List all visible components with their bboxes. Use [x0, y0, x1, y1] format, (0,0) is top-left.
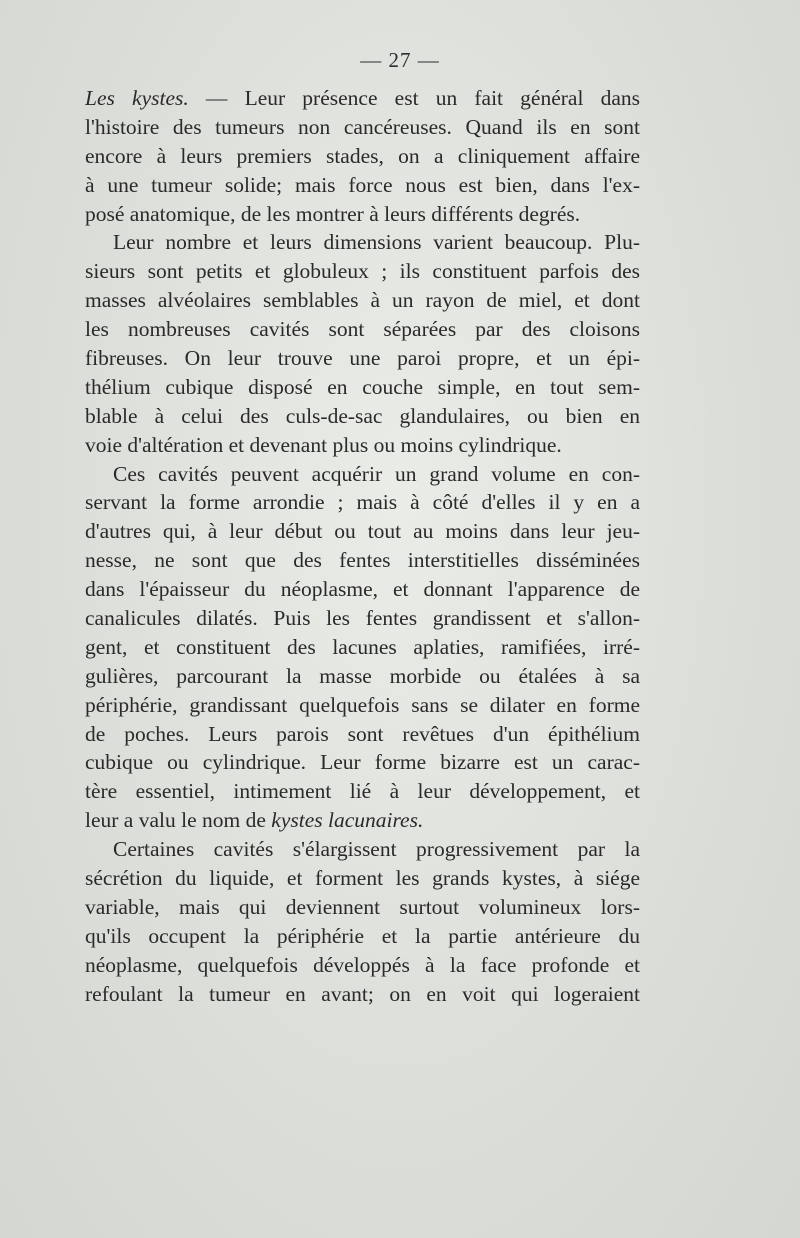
text-run: Leur nombre et leurs dimensions varient beaucoup. Plu-	[113, 230, 640, 255]
text-run: périphérie, grandissant quelquefois sans se dilater en forme	[85, 692, 640, 717]
text-line	[85, 662, 640, 691]
text-line	[85, 777, 640, 806]
text-line	[85, 257, 640, 286]
text-run: blable à celui des culs-de-sac glandulaires, ou bien en	[85, 403, 640, 428]
text-run: de poches. Leurs parois sont revêtues d'un épithélium	[85, 721, 640, 746]
text-run: — Leur présence est un fait général dans	[188, 86, 640, 110]
text-run: les nombreuses cavités sont séparées par des cloisons	[85, 317, 640, 342]
text-run: qu'ils occupent la périphérie et la partie antérieure du	[85, 923, 640, 948]
text-run: variable, mais qui deviennent surtout volumineux lors-	[85, 894, 640, 919]
text-line	[85, 517, 640, 546]
text-line	[85, 113, 640, 142]
text-line	[85, 748, 640, 777]
text-line	[85, 84, 640, 113]
text-run: dans l'épaisseur du néoplasme, et donnant l'apparence de	[85, 577, 640, 602]
text-run: sécrétion du liquide, et forment les grands kystes, à siége	[85, 866, 640, 891]
text-run: refoulant la tumeur en avant; on en voit qui logeraient	[85, 981, 640, 1006]
text-line	[85, 171, 640, 200]
text-run: néoplasme, quelquefois développés à la face profonde et	[85, 952, 640, 977]
text-line	[85, 431, 640, 460]
text-run: tère essentiel, intimement lié à leur développement, et	[85, 779, 640, 804]
text-line	[85, 951, 640, 980]
text-run: gent, et constituent des lacunes aplaties, ramifiées, irré-	[85, 634, 640, 659]
page-number: — 27 —	[360, 48, 440, 72]
text-line	[85, 488, 640, 517]
text-run: cubique ou cylindrique. Leur forme bizarre est un carac-	[85, 750, 640, 775]
text-run: leur a valu le nom de	[85, 808, 272, 833]
text-run: nesse, ne sont que des fentes interstitielles disséminées	[85, 548, 640, 573]
text-run: encore à leurs premiers stades, on a cliniquement affaire	[85, 143, 640, 168]
text-line	[85, 373, 640, 402]
text-line	[85, 142, 640, 171]
text-run: masses alvéolaires semblables à un rayon de miel, et dont	[85, 288, 640, 313]
text-line	[85, 575, 640, 604]
text-line	[85, 633, 640, 662]
text-line	[85, 864, 640, 893]
text-run: sieurs sont petits et globuleux ; ils constituent parfois des	[85, 259, 640, 284]
text-line	[85, 720, 640, 749]
text-run: posé anatomique, de les montrer à leurs différents degrés.	[85, 201, 581, 226]
text-line	[85, 835, 640, 864]
text-line	[85, 286, 640, 315]
text-run: Certaines cavités s'élargissent progressivement par la	[113, 837, 640, 862]
text-run: voie d'altération et devenant plus ou moins cylindrique.	[85, 432, 562, 457]
italic-text: Les kystes.	[85, 86, 189, 110]
text-line	[85, 922, 640, 951]
text-run: thélium cubique disposé en couche simple, en tout sem-	[85, 374, 640, 399]
text-line	[85, 893, 640, 922]
text-line	[85, 980, 640, 1009]
text-line	[85, 344, 640, 373]
text-run: Ces cavités peuvent acquérir un grand volume en con-	[113, 461, 640, 486]
text-line	[85, 460, 640, 489]
text-line	[85, 228, 640, 257]
body-text	[85, 84, 640, 1009]
text-run: fibreuses. On leur trouve une paroi propre, et un épi-	[85, 346, 640, 371]
text-run: canalicules dilatés. Puis les fentes grandissent et s'allon-	[85, 606, 640, 631]
text-run: gulières, parcourant la masse morbide ou étalées à sa	[85, 663, 640, 688]
text-line	[85, 402, 640, 431]
text-line	[85, 806, 640, 835]
text-run: d'autres qui, à leur début ou tout au moins dans leur jeu-	[85, 519, 640, 544]
text-run: à une tumeur solide; mais force nous est bien, dans l'ex-	[85, 172, 640, 197]
text-line	[85, 604, 640, 633]
text-line	[85, 315, 640, 344]
text-line	[85, 200, 640, 229]
text-run: l'histoire des tumeurs non cancéreuses. Quand ils en sont	[85, 114, 640, 139]
text-run: servant la forme arrondie ; mais à côté d'elles il y en a	[85, 490, 640, 515]
text-line	[85, 691, 640, 720]
text-line	[85, 546, 640, 575]
italic-text: kystes lacunaires.	[271, 808, 424, 833]
